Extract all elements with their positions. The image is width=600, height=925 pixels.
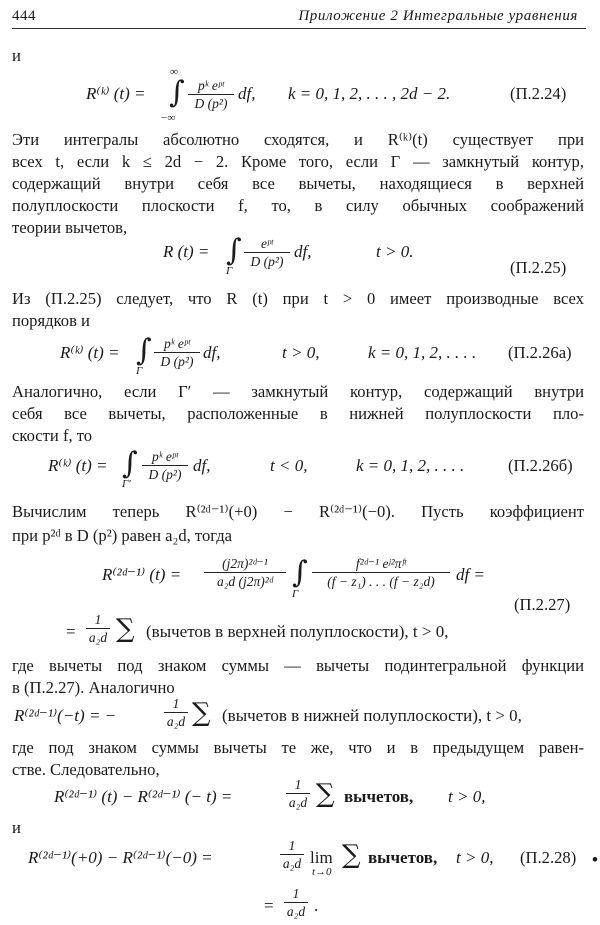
fraction xyxy=(142,449,188,482)
eq-lhs: R⁽ᵏ⁾ (t) = xyxy=(60,343,120,362)
fraction-bar xyxy=(164,712,188,713)
denominator: (f − z₁) . . . (f − z₂d) xyxy=(327,574,435,589)
denominator: a₂d xyxy=(286,904,306,919)
equation-number: (П.2.26б) xyxy=(508,456,573,475)
denominator: a₂d xyxy=(288,795,308,810)
text-line: Из (П.2.25) следует, что R (t) при t > 0 имеет производные всех xyxy=(12,289,584,308)
eq-lhs: R⁽²ᵈ⁻¹⁾(−t) = − xyxy=(14,706,117,725)
integral-upper-limit: ∞ xyxy=(170,66,178,78)
text-line: Аналогично, если Γ′ — замкнутый контур, содержащий внутри xyxy=(12,382,584,401)
integral-lower-limit: −∞ xyxy=(160,112,176,124)
equation-number: (П.2.26а) xyxy=(508,343,572,362)
fraction xyxy=(280,838,304,871)
eq-condition: k = 0, 1, 2, . . . . xyxy=(356,456,465,475)
fraction xyxy=(154,336,200,369)
fraction-bar xyxy=(286,793,310,794)
text-line: полуплоскости плоскости f, то, в силу обычных соображений xyxy=(12,196,584,215)
summation-sign: ∑ xyxy=(192,698,211,728)
numerator: 1 xyxy=(294,777,302,792)
text-line: где вычеты под знаком суммы — вычеты подинтегральной функции xyxy=(12,656,584,675)
fraction-bar xyxy=(204,572,286,573)
eq-lhs: R⁽ᵏ⁾ (t) = xyxy=(48,456,108,475)
text-line: скости f, то xyxy=(12,426,93,445)
fraction-bar xyxy=(284,902,308,903)
eq-lhs: R⁽ᵏ⁾ (t) = xyxy=(86,84,146,103)
integral-contour-label: Γ xyxy=(292,588,299,600)
text-line: где под знаком суммы вычеты те же, что и в предыдущем равен- xyxy=(12,738,584,757)
eq-condition: t > 0, xyxy=(282,343,320,362)
numerator: (j2π)²ᵈ⁻¹ xyxy=(222,556,268,571)
eq-condition: t > 0, xyxy=(456,848,494,867)
summation-sign: ∑ xyxy=(116,614,135,644)
contour-integral-sign: ∫ xyxy=(226,233,242,268)
running-header xyxy=(12,6,586,29)
eq-text: (вычетов в верхней полуплоскости), t > 0, xyxy=(146,622,449,641)
integral-contour-label: Γ xyxy=(136,365,143,377)
equals-sign: = xyxy=(66,622,76,641)
equation-number: (П.2.24) xyxy=(510,84,567,103)
denominator: D (p²) xyxy=(160,354,194,369)
fraction xyxy=(204,556,286,589)
equals-sign: = xyxy=(264,896,274,915)
eq-condition: k = 0, 1, 2, . . . , 2d − 2. xyxy=(288,84,451,103)
differential: df, xyxy=(294,242,312,261)
denominator: D (p²) xyxy=(250,254,284,269)
contour-integral-sign: ∫ xyxy=(136,333,152,368)
eq-lhs: R⁽²ᵈ⁻¹⁾ (t) − R⁽²ᵈ⁻¹⁾ (− t) = xyxy=(54,787,233,806)
text-line: себя все вычеты, расположенные в нижней полуплоскости пло- xyxy=(12,404,584,423)
fraction-bar xyxy=(244,252,290,253)
numerator: pᵏ eᵖᵗ xyxy=(198,78,224,93)
eq-lhs: R⁽²ᵈ⁻¹⁾ (t) = xyxy=(102,565,182,584)
numerator: eᵖᵗ xyxy=(260,236,274,251)
equation-number: (П.2.27) xyxy=(514,595,571,614)
fraction xyxy=(312,556,450,589)
fraction xyxy=(86,612,110,645)
text-line: и xyxy=(12,46,21,65)
eq-condition: t > 0, xyxy=(448,787,486,806)
contour-integral-sign: ∫ xyxy=(122,446,138,481)
differential: df, xyxy=(193,456,211,475)
numerator: f²ᵈ⁻¹ eʲ²πᶠᵗ xyxy=(355,556,407,571)
integral-contour-label: Γ′ xyxy=(122,478,131,490)
denominator: D (p²) xyxy=(194,96,228,111)
contour-integral-sign: ∫ xyxy=(292,555,308,590)
text-line: порядков и xyxy=(12,311,90,330)
fraction xyxy=(284,886,308,919)
numerator: 1 xyxy=(94,612,102,627)
eq-text: вычетов, xyxy=(344,787,414,806)
fraction-bar xyxy=(280,854,304,855)
page-number: 444 xyxy=(12,8,36,24)
period: . xyxy=(314,896,319,915)
eq-text: вычетов, xyxy=(368,848,438,867)
eq-text: (вычетов в нижней полуплоскости), t > 0, xyxy=(222,706,522,725)
numerator: 1 xyxy=(288,838,296,853)
text-line: содержащий внутри себя все вычеты, находящиеся в верхней xyxy=(12,174,584,193)
fraction xyxy=(244,236,290,269)
equation-number: (П.2.28) xyxy=(520,848,577,867)
denominator: a₂d xyxy=(88,630,108,645)
fraction xyxy=(188,78,234,111)
text-line: теории вычетов, xyxy=(12,218,128,237)
differential: df, xyxy=(238,84,256,103)
eq-lhs: R (t) = xyxy=(163,242,210,261)
denominator: a₂d xyxy=(282,856,302,871)
limit-subscript: t→0 xyxy=(312,866,332,878)
summation-sign: ∑ xyxy=(316,779,335,809)
numerator: pᵏ eᵖᵗ xyxy=(164,336,190,351)
denominator: a₂d (j2π)²ᵈ xyxy=(216,574,274,589)
bullet-mark: • xyxy=(592,850,598,869)
fraction-bar xyxy=(154,352,200,353)
text-line: и xyxy=(12,818,21,837)
differential: df, xyxy=(203,343,221,362)
fraction xyxy=(286,777,310,810)
numerator: pᵏ eᵖᵗ xyxy=(152,449,178,464)
limit-operator: lim xyxy=(310,848,333,867)
equation-number: (П.2.25) xyxy=(510,258,567,277)
denominator: a₂d xyxy=(166,714,186,729)
fraction-bar xyxy=(142,465,188,466)
text-line: Эти интегралы абсолютно сходятся, и R⁽ᵏ⁾(t) существует при xyxy=(12,130,584,149)
text-line: стве. Следовательно, xyxy=(12,760,160,779)
eq-lhs: R⁽²ᵈ⁻¹⁾(+0) − R⁽²ᵈ⁻¹⁾(−0) = xyxy=(28,848,213,867)
eq-condition: t > 0. xyxy=(376,242,414,261)
fraction-bar xyxy=(312,572,450,573)
integral-sign: ∫ xyxy=(169,75,185,110)
text-line: в (П.2.27). Аналогично xyxy=(12,678,175,697)
integral-contour-label: Γ xyxy=(226,265,233,277)
text-line: всех t, если k ≤ 2d − 2. Кроме того, если Γ — замкнутый контур, xyxy=(12,152,584,171)
fraction xyxy=(164,696,188,729)
numerator: 1 xyxy=(292,886,300,901)
summation-sign: ∑ xyxy=(342,840,361,870)
text-line: при p²ᵈ в D (p²) равен a₂d, тогда xyxy=(12,526,233,545)
fraction-bar xyxy=(86,628,110,629)
numerator: 1 xyxy=(172,696,180,711)
eq-condition: k = 0, 1, 2, . . . . xyxy=(368,343,477,362)
fraction-bar xyxy=(188,94,234,95)
differential: df = xyxy=(456,565,485,584)
text-line: Вычислим теперь R⁽²ᵈ⁻¹⁾(+0) − R⁽²ᵈ⁻¹⁾(−0). Пусть коэффициент xyxy=(12,502,584,521)
eq-condition: t < 0, xyxy=(270,456,308,475)
denominator: D (p²) xyxy=(148,467,182,482)
running-title: Приложение 2 Интегральные уравнения xyxy=(298,8,578,24)
